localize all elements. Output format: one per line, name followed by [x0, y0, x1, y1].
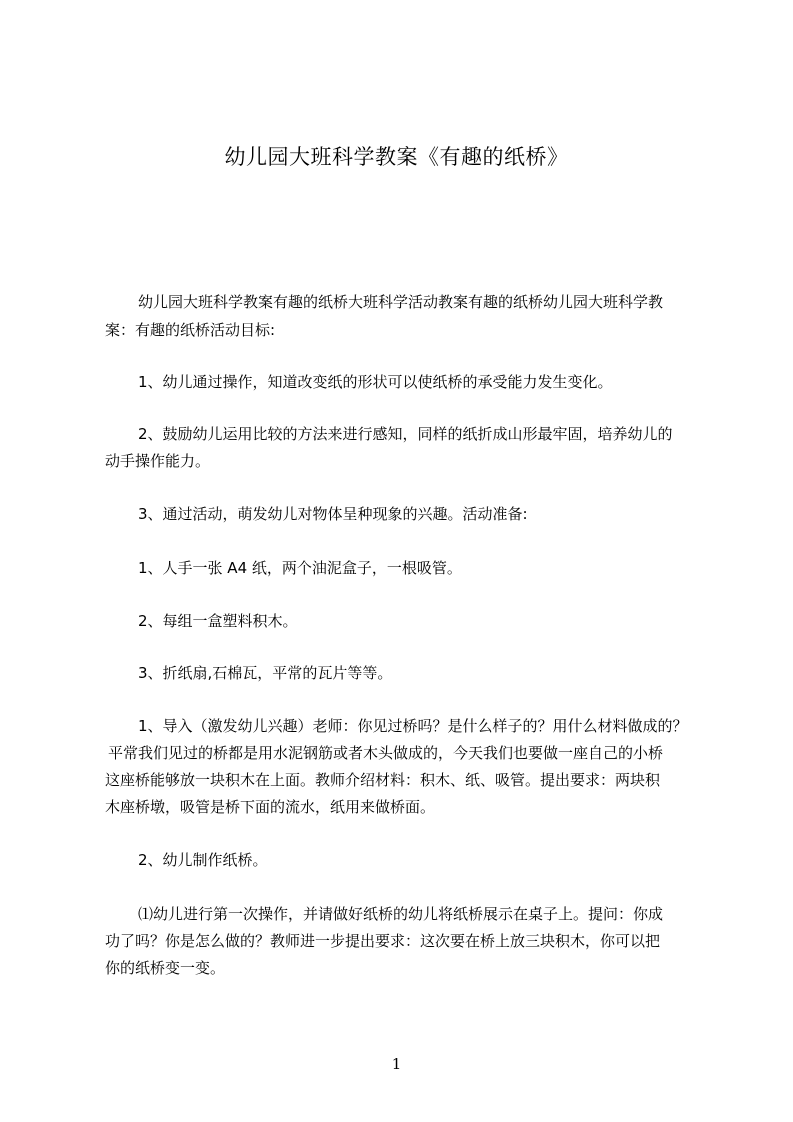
paragraph-line: 2、幼儿制作纸桥。: [138, 851, 268, 869]
paragraph-line: 1、幼儿通过操作，知道改变纸的形状可以使纸桥的承受能力发生变化。: [138, 373, 613, 391]
paragraph-line: 1、人手一张 A4 纸，两个油泥盒子，一根吸管。: [138, 559, 462, 577]
paragraph-line: 3、通过活动，萌发幼儿对物体呈种现象的兴趣。活动准备:: [138, 505, 528, 523]
page-number: 1: [391, 1055, 402, 1073]
paragraph-line: 3、折纸扇,石棉瓦，平常的瓦片等等。: [138, 664, 393, 682]
paragraph-line: 功了吗？你是怎么做的？教师进一步提出要求：这次要在桥上放三块积木，你可以把: [105, 932, 661, 950]
paragraph-line: 案：有趣的纸桥活动目标:: [105, 321, 276, 339]
paragraph-line: 这座桥能够放一块积木在上面。教师介绍材料：积木、纸、吸管。提出要求：两块积: [105, 771, 661, 789]
paragraph-line: 2、鼓励幼儿运用比较的方法来进行感知，同样的纸折成山形最牢固，培养幼儿的: [138, 425, 673, 443]
paragraph-line: 你的纸桥变一变。: [105, 959, 226, 977]
paragraph-line: 木座桥墩，吸管是桥下面的流水，纸用来做桥面。: [105, 798, 436, 816]
paragraph-line: 2、每组一盒塑料积木。: [138, 612, 298, 630]
document-title: 幼儿园大班科学教案《有趣的纸桥》: [224, 145, 569, 169]
paragraph-line: 1、导入（激发幼儿兴趣）老师：你见过桥吗？是什么样子的？用什么材料做成的？: [138, 717, 688, 735]
paragraph-line: 幼儿园大班科学教案有趣的纸桥大班科学活动教案有趣的纸桥幼儿园大班科学教: [138, 293, 664, 311]
paragraph-line: ⑴幼儿进行第一次操作，并请做好纸桥的幼儿将纸桥展示在桌子上。提问：你成: [138, 905, 664, 923]
paragraph-line: 动手操作能力。: [105, 452, 211, 470]
paragraph-line: 平常我们见过的桥都是用水泥钢筋或者木头做成的，今天我们也要做一座自己的小桥: [108, 744, 664, 762]
